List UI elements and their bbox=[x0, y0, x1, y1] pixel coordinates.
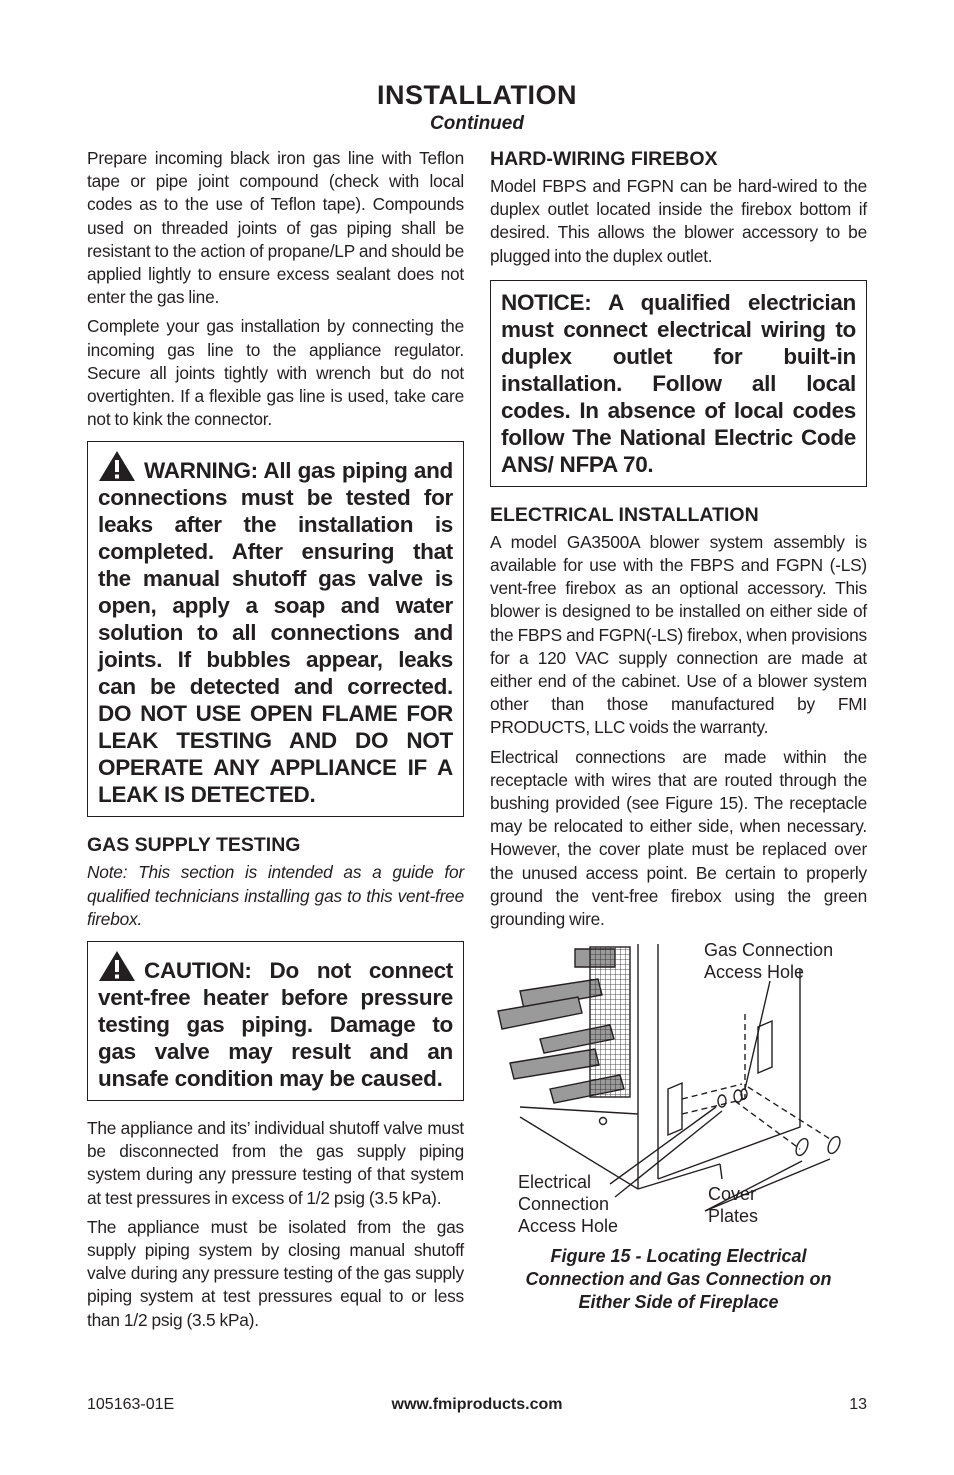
electrical-installation-heading: ELECTRICAL INSTALLATION bbox=[490, 503, 759, 526]
gas-supply-testing-heading: GAS SUPPLY TESTING bbox=[87, 834, 301, 857]
isolation-paragraph: The appliance must be isolated from the gas supply piping system by closing manual shutoff valve during any pressure testing of the gas supply piping system at test pressures equal to or less than 1/2 psig (3.5 kPa). bbox=[87, 1216, 464, 1330]
hardwiring-heading: HARD-WIRING FIREBOX bbox=[490, 148, 718, 170]
page-number: 13 bbox=[849, 1396, 867, 1413]
notice-text: NOTICE: A qualified electrician must connect electrical wiring to duplex outlet for built-in installation. Follow all local codes. In absence of local codes follow The National Electric Code ANS/ NFPA 70. bbox=[501, 289, 856, 477]
blower-system-paragraph: A model GA3500A blower system assembly is available for use with the FBPS and FGPN (-LS) vent-free firebox as an optional accessory. This blower is designed to be installed on either side of the FBPS and FGPN(-LS) firebox, when provisions for a 120 VAC supply connection are made at either end of the cabinet. Use of a blower system other than those manufactured by FMI PRODUCTS, LLC voids the warranty. bbox=[490, 531, 867, 738]
warning-box bbox=[87, 441, 464, 817]
gas-line-prep-paragraph: Prepare incoming black iron gas line with Teflon tape or pipe joint compound (check with local codes as to the use of Teflon tape). Compounds used on threaded joints of gas piping shall be resistant to the action of propane/LP and should be applied lightly to ensure excess sealant does not enter the gas line. bbox=[87, 148, 464, 308]
website-link[interactable]: www.fmiproducts.com bbox=[391, 1396, 563, 1413]
right-column bbox=[490, 147, 867, 1314]
gas-connection-label: Gas Connection Access Hole bbox=[704, 940, 834, 983]
caution-text: CAUTION: Do not connect vent-free heater before pressure testing gas piping. Damage to gas valve may result and an unsafe condition may be caused. bbox=[98, 958, 453, 1092]
gas-supply-note: Note: This section is intended as a guide for qualified technicians installing gas to this vent-free firebox. bbox=[87, 862, 464, 929]
page-subtitle: Continued bbox=[430, 113, 524, 134]
figure-15 bbox=[490, 939, 867, 1239]
gas-installation-paragraph: Complete your gas installation by connecting the incoming gas line to the appliance regulator. Secure all joints tightly with wrench but do not overtighten. If a flexible gas line is used, take care not to kink the connector. bbox=[87, 316, 464, 430]
caution-box bbox=[87, 941, 464, 1101]
page-title: INSTALLATION bbox=[377, 80, 577, 110]
electrical-connection-label: Electrical Connection Access Hole bbox=[518, 1172, 619, 1237]
document-number: 105163-01E bbox=[87, 1396, 175, 1413]
shutoff-valve-paragraph: The appliance and its’ individual shutoff valve must be disconnected from the gas supply piping system during any pressure testing of that system at test pressures in excess of 1/2 psig (3.5 kPa). bbox=[87, 1118, 464, 1208]
warning-text: WARNING: All gas piping and connections must be tested for leaks after the installation is completed. After ensuring that the manual shutoff gas valve is open, apply a soap and water solution to all connections and joints. If bubbles appear, leaks can be detected and corrected. DO NOT USE OPEN FLAME FOR LEAK TESTING AND DO NOT OPERATE ANY APPLIANCE IF A LEAK IS DETECTED. bbox=[98, 458, 453, 808]
left-column bbox=[87, 147, 464, 1338]
warning-triangle-icon bbox=[98, 450, 136, 482]
notice-box bbox=[490, 280, 867, 487]
caution-triangle-icon bbox=[98, 950, 136, 982]
figure-15-caption: Figure 15 - Locating Electrical Connection and Gas Connection on Either Side of Fireplace bbox=[525, 1246, 832, 1313]
cover-plates-label: Cover Plates bbox=[708, 1184, 759, 1227]
hardwiring-paragraph: Model FBPS and FGPN can be hard-wired to the duplex outlet located inside the firebox bottom if desired. This allows the blower accessory to be plugged into the duplex outlet. bbox=[490, 176, 867, 266]
electrical-connections-paragraph: Electrical connections are made within the receptacle with wires that are routed through the bushing provided (see Figure 15). The receptacle may be relocated to either side, when necessary. However, the cover plate must be replaced over the unused access point. Be certain to properly ground the vent-free firebox using the green grounding wire. bbox=[490, 746, 867, 930]
